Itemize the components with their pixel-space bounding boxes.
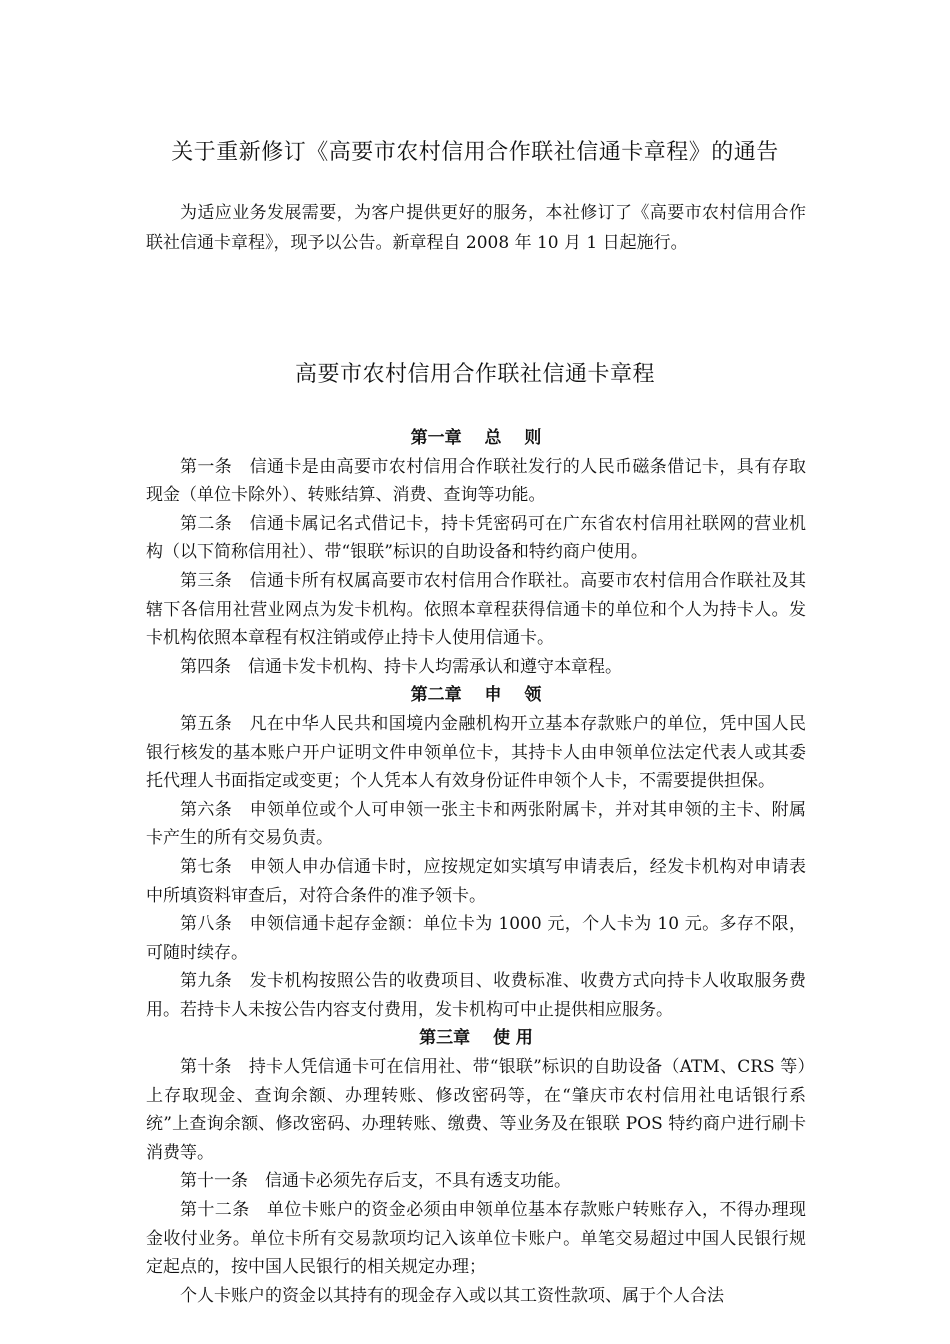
article-paragraph: 第一条 信通卡是由高要市农村信用合作联社发行的人民币磁条借记卡，具有存取现金（单位卡除外）、转账结算、消费、查询等功能。 (146, 456, 806, 506)
article-paragraph: 第十二条 单位卡账户的资金必须由申领单位基本存款账户转账存入，不得办理现金收付业务。单位卡所有交易款项均记入该单位卡账户。单笔交易超过中国人民银行规定起点的，按中国人民银行的相关规定办理； (146, 1200, 806, 1278)
charter-body (146, 424, 806, 1310)
article-paragraph: 第三条 信通卡所有权属高要市农村信用合作联社。高要市农村信用合作联社及其辖下各信用社营业网点为发卡机构。依照本章程获得信通卡的单位和个人为持卡人。发卡机构依照本章程有权注销或停止持卡人使用信通卡。 (146, 570, 806, 649)
chapter-heading: 第三章 使 用 (419, 1028, 533, 1049)
article-paragraph: 个人卡账户的资金以其持有的现金存入或以其工资性款项、属于个人合法 (180, 1285, 724, 1306)
article-paragraph: 第六条 申领单位或个人可申领一张主卡和两张附属卡，并对其申领的主卡、附属卡产生的所有交易负责。 (146, 799, 806, 849)
article-paragraph: 第九条 发卡机构按照公告的收费项目、收费标准、收费方式向持卡人收取服务费用。若持卡人未按公告内容支付费用，发卡机构可中止提供相应服务。 (146, 971, 806, 1020)
notice-title: 关于重新修订《高要市农村信用合作联社信通卡章程》的通告 (171, 140, 779, 165)
chapter-heading: 第二章 申 领 (410, 685, 542, 706)
article-paragraph: 第二条 信通卡属记名式借记卡，持卡凭密码可在广东省农村信用社联网的营业机构（以下简称信用社）、带“银联”标识的自助设备和特约商户使用。 (146, 513, 806, 563)
article-paragraph: 第八条 申领信通卡起存金额：单位卡为 1000 元，个人卡为 10 元。多存不限，可随时续存。 (146, 914, 806, 963)
article-paragraph: 第四条 信通卡发卡机构、持卡人均需承认和遵守本章程。 (180, 656, 622, 677)
article-paragraph: 第十一条 信通卡必须先存后支，不具有透支功能。 (180, 1171, 571, 1192)
charter-title: 高要市农村信用合作联社信通卡章程 (294, 362, 655, 387)
article-paragraph: 第五条 凡在中华人民共和国境内金融机构开立基本存款账户的单位，凭中国人民银行核发的基本账户开户证明文件申领单位卡，其持卡人由申领单位法定代表人或其委托代理人书面指定或变更；个人凭本人有效身份证件申领个人卡，不需要提供担保。 (146, 713, 806, 792)
notice-body: 为适应业务发展需要，为客户提供更好的服务，本社修订了《高要市农村信用合作联社信通卡章程》，现予以公告。新章程自 2008 年 10 月 1 日起施行。 (146, 203, 806, 253)
article-paragraph: 第十条 持卡人凭信通卡可在信用社、带“银联”标识的自助设备（ATM、CRS 等）上存取现金、查询余额、办理转账、修改密码等，在“肇庆市农村信用社电话银行系统”上查询余额、修改密码、办理转账、缴费、等业务及在银联 POS 特约商户进行刷卡消费等。 (146, 1057, 806, 1163)
chapter-heading: 第一章 总 则 (410, 428, 542, 448)
article-paragraph: 第七条 申领人申办信通卡时，应按规定如实填写申请表后，经发卡机构对申请表中所填资料审查后，对符合条件的准予领卡。 (146, 856, 806, 906)
